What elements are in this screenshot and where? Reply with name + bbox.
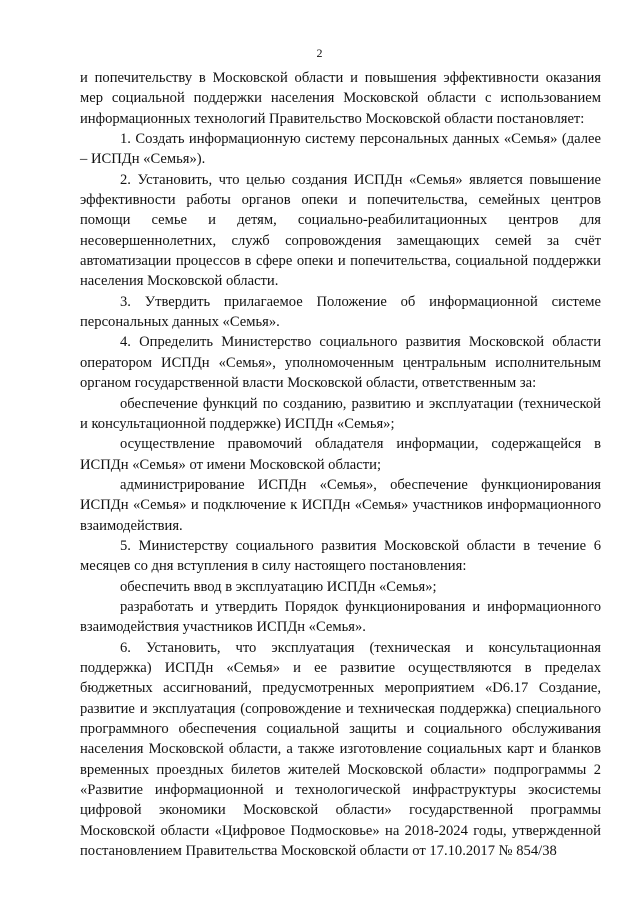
- paragraph-item-4: 4. Определить Министерство социального развития Московской области оператором ИСПДн «Семья», уполномоченным центральным исполнительным органом государственной власти Московской области, ответственным за:: [80, 334, 601, 392]
- paragraph-item-5-sub-1: обеспечить ввод в эксплуатацию ИСПДн «Семья»;: [120, 578, 437, 595]
- paragraph-item-4-sub-3: администрирование ИСПДн «Семья», обеспечение функционирования ИСПДн «Семья» и подключение к ИСПДн «Семья» участников информационного взаимодействия.: [80, 476, 601, 534]
- paragraph-item-5: 5. Министерству социального развития Московской области в течение 6 месяцев со дня вступления в силу настоящего постановления:: [80, 537, 601, 575]
- document-body: [80, 68, 601, 861]
- paragraph-item-1: 1. Создать информационную систему персональных данных «Семья» (далее – ИСПДн «Семья»).: [80, 131, 601, 168]
- paragraph-item-2: 2. Установить, что целью создания ИСПДн «Семья» является повышение эффективности работы органов опеки и попечительства, семейных центров помощи семье и детям, социально-реабилитационных центров для несовершеннолетних, служб сопровождения замещающих семей за счёт автоматизации процессов в сфере опеки и попечительства, социальной поддержки населения Московской области.: [80, 171, 601, 290]
- paragraph-item-4-sub-2: осуществление правомочий обладателя информации, содержащейся в ИСПДн «Семья» от имени Московской области;: [80, 436, 601, 473]
- paragraph-item-4-sub-1: обеспечение функций по созданию, развитию и эксплуатации (технической и консультационной поддержке) ИСПДн «Семья»;: [80, 395, 601, 432]
- paragraph-item-5-sub-2: разработать и утвердить Порядок функционирования и информационного взаимодействия участников ИСПДн «Семья».: [80, 598, 601, 636]
- paragraph-item-6: 6. Установить, что эксплуатация (техническая и консультационная поддержка) ИСПДн «Семья» и ее развитие осуществляются в пределах бюджетных ассигнований, предусмотренных мероприятием «D6.17 Создание, развитие и эксплуатация (сопровождение и техническая поддержка) специального программного обеспечения социальной защиты и социального обслуживания населения Московской области, а также изготовление социальных карт и бланков временных проездных билетов жителей Московской области» подпрограммы 2 «Развитие информационной и технологической инфраструктуры экосистемы цифровой экономики Московской области» государственной программы Московской области «Цифровое Подмосковье» на 2018-2024 годы, утвержденной постановлением Правительства Московской области от 17.10.2017 № 854/38: [80, 639, 601, 860]
- paragraph-item-3: 3. Утвердить прилагаемое Положение об информационной системе персональных данных «Семья».: [80, 293, 601, 331]
- paragraph-intro-continuation: и попечительству в Московской области и повышения эффективности оказания мер социальной поддержки населения Московской области с использованием информационных технологий Правительство Московской области постановляет:: [80, 70, 601, 127]
- page-number: 2: [316, 46, 323, 60]
